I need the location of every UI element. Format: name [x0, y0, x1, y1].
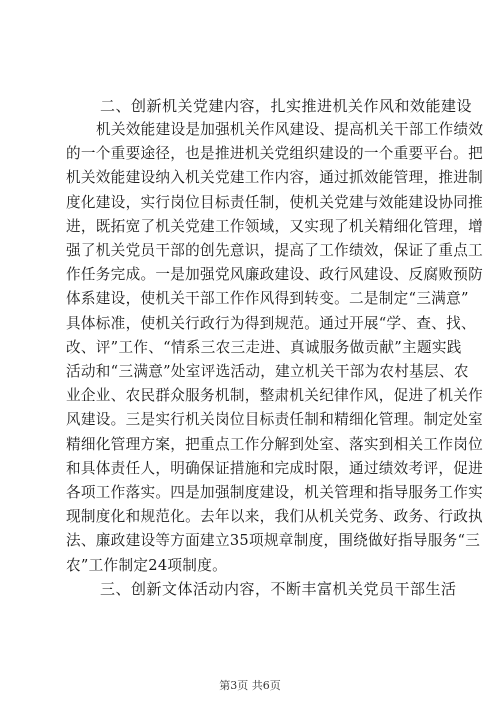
paragraph-line: 精细化管理方案，把重点工作分解到处室、落实到相关工作岗位 [66, 435, 484, 453]
page-indicator: 第3页 共6页 [219, 679, 281, 692]
paragraph-line: 各项工作落实。四是加强制度建设，机关管理和指导服务工作实 [66, 484, 484, 502]
paragraph-line: 强了机关党员干部的创先意识，提高了工作绩效，保证了重点工 [66, 242, 484, 260]
paragraph-line: 机关效能建设是加强机关作风建设、提高机关干部工作绩效 [96, 121, 484, 138]
paragraph-line: 改、评”工作、“情系三农三走进、真诚服务做贡献”主题实践 [66, 338, 462, 356]
section-heading-2: 二、创新机关党建内容，扎实推进机关作风和效能建设 [100, 97, 473, 115]
paragraph-line: 进，既拓宽了机关党建工作领域，又实现了机关精细化管理，增 [66, 217, 484, 235]
paragraph-line: 作任务完成。一是加强党风廉政建设、政行风建设、反腐败预防 [66, 266, 484, 284]
paragraph-line: 现制度化和规范化。去年以来，我们从机关党务、政务、行政执 [66, 508, 484, 526]
paragraph-line: 体系建设，使机关干部工作作风得到转变。二是制定“三满意” [66, 290, 469, 308]
paragraph-line: 机关效能建设纳入机关党建工作内容，通过抓效能管理，推进制 [66, 169, 484, 187]
paragraph-line: 度化建设，实行岗位目标责任制，使机关党建与效能建设协同推 [66, 193, 484, 211]
section-heading-3: 三、创新文体活动内容，不断丰富机关党员干部生活 [100, 580, 457, 598]
paragraph-line: 和具体责任人，明确保证措施和完成时限，通过绩效考评，促进 [66, 459, 484, 477]
body-paragraph [66, 118, 484, 578]
paragraph-line: 风建设。三是实行机关岗位目标责任制和精细化管理。制定处室 [66, 411, 484, 429]
paragraph-line: 业企业、农民群众服务机制，整肃机关纪律作风，促进了机关作 [66, 387, 484, 405]
paragraph-line: 的一个重要途径，也是推进机关党组织建设的一个重要平台。把 [66, 145, 484, 163]
paragraph-line: 活动和“三满意”处室评选活动，建立机关干部为农村基层、农 [66, 363, 469, 381]
paragraph-line: 农”工作制定24项制度。 [66, 556, 227, 574]
paragraph-line: 具体标准，使机关行政行为得到规范。通过开展“学、查、找、 [66, 314, 476, 332]
paragraph-line: 法、廉政建设等方面建立35项规章制度，围绕做好指导服务“三 [66, 532, 481, 550]
